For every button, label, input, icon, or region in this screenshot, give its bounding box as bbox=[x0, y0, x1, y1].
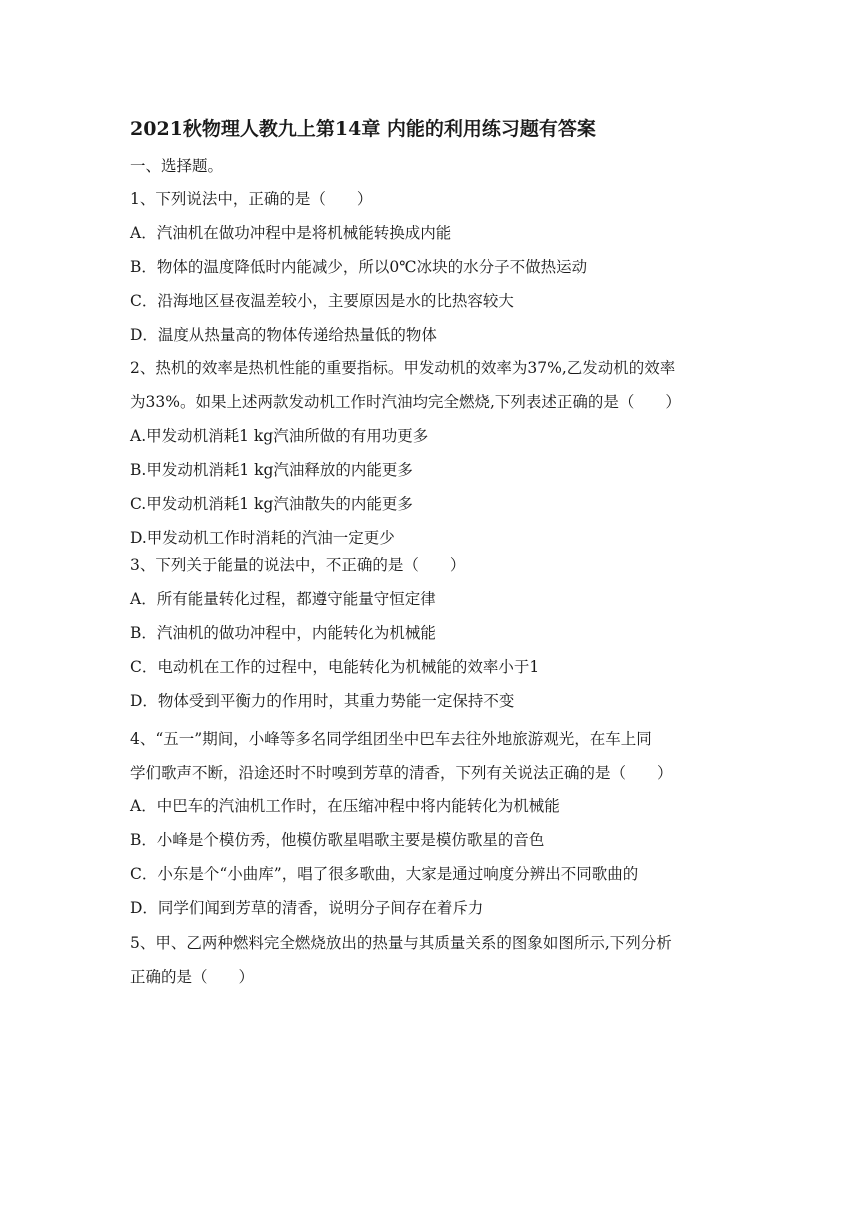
question-2-option-d: D.甲发动机工作时消耗的汽油一定更少 bbox=[130, 529, 395, 547]
question-1-option-c: C．沿海地区昼夜温差较小，主要原因是水的比热容较大 bbox=[130, 292, 514, 310]
question-5-stem-line2: 正确的是（ ） bbox=[130, 968, 255, 986]
question-4-option-b: B．小峰是个模仿秀，他模仿歌星唱歌主要是模仿歌星的音色 bbox=[130, 831, 545, 849]
question-5-stem-line1: 5、甲、乙两种燃料完全燃烧放出的热量与其质量关系的图象如图所示,下列分析 bbox=[130, 934, 672, 952]
document-title: 2021秋物理人教九上第14章 内能的利用练习题有答案 bbox=[130, 118, 596, 140]
question-4-option-a: A．中巴车的汽油机工作时，在压缩冲程中将内能转化为机械能 bbox=[130, 797, 560, 815]
question-4-option-d: D．同学们闻到芳草的清香，说明分子间存在着斥力 bbox=[130, 899, 484, 917]
question-1-stem: 1、下列说法中，正确的是（ ） bbox=[130, 190, 373, 208]
question-3-option-c: C．电动机在工作的过程中，电能转化为机械能的效率小于1 bbox=[130, 658, 540, 676]
question-2-stem-line2: 为33%。如果上述两款发动机工作时汽油均完全燃烧,下列表述正确的是（ ） bbox=[130, 393, 681, 411]
question-2-option-c: C.甲发动机消耗1 kg汽油散失的内能更多 bbox=[130, 495, 413, 513]
question-4-stem-line1: 4、“五一”期间，小峰等多名同学组团坐中巴车去往外地旅游观光，在车上同 bbox=[130, 730, 652, 748]
question-4-option-c: C．小东是个“小曲库”，唱了很多歌曲，大家是通过响度分辨出不同歌曲的 bbox=[130, 865, 639, 883]
question-3-stem: 3、下列关于能量的说法中，不正确的是（ ） bbox=[130, 556, 466, 574]
question-1-option-b: B．物体的温度降低时内能减少，所以0℃冰块的水分子不做热运动 bbox=[130, 258, 588, 276]
question-3-option-a: A．所有能量转化过程，都遵守能量守恒定律 bbox=[130, 590, 436, 608]
question-3-option-d: D．物体受到平衡力的作用时，其重力势能一定保持不变 bbox=[130, 692, 515, 710]
question-4-stem-line2: 学们歌声不断，沿途还时不时嗅到芳草的清香，下列有关说法正确的是（ ） bbox=[130, 764, 673, 782]
question-2-option-a: A.甲发动机消耗1 kg汽油所做的有用功更多 bbox=[130, 427, 429, 445]
question-2-stem-line1: 2、热机的效率是热机性能的重要指标。甲发动机的效率为37%,乙发动机的效率 bbox=[130, 359, 676, 377]
question-3-option-b: B．汽油机的做功冲程中，内能转化为机械能 bbox=[130, 624, 436, 642]
question-2-option-b: B.甲发动机消耗1 kg汽油释放的内能更多 bbox=[130, 461, 413, 479]
question-1-option-d: D．温度从热量高的物体传递给热量低的物体 bbox=[130, 326, 437, 344]
question-1-option-a: A．汽油机在做功冲程中是将机械能转换成内能 bbox=[130, 224, 452, 242]
section-heading: 一、选择题。 bbox=[130, 157, 224, 175]
